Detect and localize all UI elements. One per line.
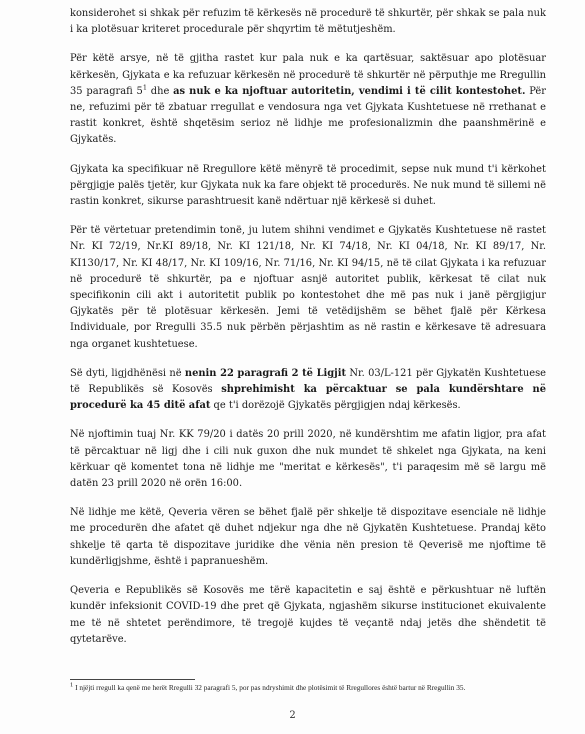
text-segment: Nr. 03/L-121 për Gjykatën Kushtetuese të Republikës së Kosovës — [70, 367, 546, 396]
footnote-marker: 1 — [70, 681, 74, 689]
document-body — [70, 6, 546, 661]
paragraph — [70, 223, 546, 353]
emphasized-text: nenin 22 paragrafi 2 të Ligjit — [184, 367, 347, 379]
text-segment: Për të vërtetuar pretendimin tonë, ju lutem shihni vendimet e Gjykatës Kushtetuese në rastet Nr. KI 72/19, Nr.KI 89/18, Nr. KI 121/18, Nr. KI 74/18, Nr. KI 04/18, Nr. KI 89/17, Nr. KI130/17, Nr. KI 48/17, Nr. KI 109/16, Nr. 71/16, Nr. KI 94/15, në të cilat Gjykata i ka refuzuar në procedurë të shkurtër, pa e njoftuar asnjë autoritet publik, kërkesat të cilat nuk specifikonin cili akt i autoritetit publik po kontestohet dhe më pas nuk i janë përgjigjur Gjykatës për të plotësuar kërkesën. Jemi të vetëdijshëm se bëhet fjalë për Kërkesa Individuale, por Rregulli 35.5 nuk përbën përjashtim as në rastin e kërkesave të adresuara nga organet kushtetuese. — [70, 225, 546, 350]
paragraph — [70, 51, 546, 148]
text-segment: Në njoftimin tuaj Nr. KK 79/20 i datës 20 prill 2020, në kundërshtim me afatin ligjor, pra afat të përcaktuar në ligj dhe i cili nuk guxon dhe nuk mundet të shkelet nga Gjykata, na keni kërkuar që komentet tona në lidhje me "meritat e kërkesës", t'i paraqesim më së largu më datën 23 prill 2020 në orën 16:00. — [70, 429, 546, 490]
page-number: 2 — [289, 710, 296, 721]
footnote-separator — [70, 679, 195, 680]
paragraph — [70, 583, 546, 648]
paragraph — [70, 427, 546, 492]
paragraph — [70, 505, 546, 570]
text-segment: Në lidhje me këtë, Qeveria vëren se bëhet fjalë për shkelje të dispozitave esenciale në lidhje me procedurën dhe afatet që duhet ndjekur nga dhe në Gjykatën Kushtetuese. Prandaj këto shkelje të qarta të dispozitave juridike dhe vënia nën presion të Qeverisë me njoftime të kundërligjshme, është i papranueshëm. — [70, 507, 546, 567]
text-segment: qe t'i dorëzojë Gjykatës përgjigjen ndaj kërkesës. — [210, 400, 461, 412]
text-segment: Qeveria e Republikës së Kosovës me tërë kapacitetin e saj është e përkushtuar në luftën kundër infeksionit COVID-19 dhe pret që Gjykata, ngjashëm sikurse institucionet ekuivalente me të në shtetet perëndimore, të tregojë kujdes të veçantë ndaj jetës dhe shëndetit të qytetarëve. — [70, 585, 546, 645]
text-segment: Gjykata ka specifikuar në Rregullore këtë mënyrë të procedimit, sepse nuk mund t'i kërkohet përgjigje palës tjetër, kur Gjykata nuk ka fare objekt të procedurës. Ne nuk mund të sillemi në rastin konkret, sikurse parashtruesit kanë ndërtuar një kërkesë si duhet. — [70, 163, 546, 208]
emphasized-text: shprehimisht ka përcaktuar se pala kundërshtare në procedurë ka 45 ditë afat — [70, 384, 546, 412]
footnote-reference: 1 — [142, 83, 147, 92]
footnote — [70, 683, 540, 694]
text-segment: Për këtë arsye, në të gjitha rastet kur pala nuk e ka qartësuar, saktësuar apo plotësuar kërkesën, Gjykata e ka refuzuar kërkesën në procedurë të shkurtër në përputhje me Rregullin 35 paragrafi 5 — [70, 53, 546, 97]
emphasized-text: as nuk e ka njoftuar autoritetin, vendimi i të cilit kontestohet. — [173, 85, 526, 97]
paragraph — [70, 6, 546, 38]
paragraph — [70, 366, 546, 415]
text-segment: Për ne, refuzimi për të zbatuar rregullat e vendosura nga vet Gjykata Kushtetuese në rrethanat e rastit konkret, është shqetësim serioz në lidhje me profesionalizmin dhe paanshmërinë e Gjykatës. — [70, 85, 546, 146]
text-segment: konsiderohet si shkak për refuzim të kërkesës në procedurë të shkurtër, për shkak se pala nuk i ka plotësuar kriteret procedurale për shqyrtim të mëtutjeshëm. — [70, 8, 546, 36]
text-segment: dhe — [146, 85, 174, 97]
text-segment: Së dyti, ligjdhënësi në — [70, 367, 185, 379]
paragraph — [70, 162, 546, 211]
footnote-text: I njëjti rregull ka qenë me herët Rregulli 32 paragrafi 5, por pas ndryshimit dhe plotësimit të Rregullores është bartur në Rregullin 35. — [73, 683, 466, 692]
